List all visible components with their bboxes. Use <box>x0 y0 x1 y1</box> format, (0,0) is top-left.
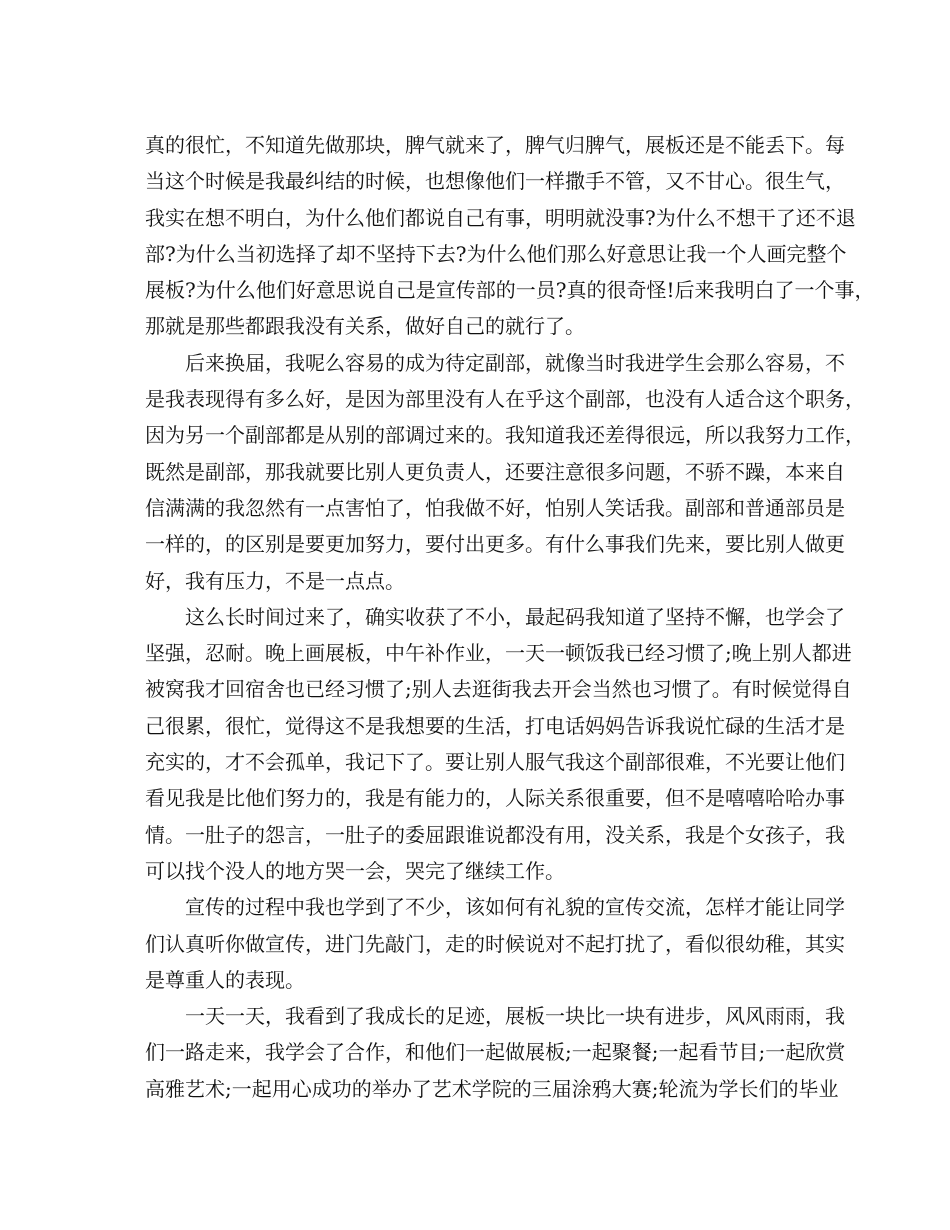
text-line: 展板?为什么他们好意思说自己是宣传部的一员?真的很奇怪!后来我明白了一个事， <box>145 278 875 303</box>
text-line: 看见我是比他们努力的，我是有能力的，人际关系很重要，但不是嘻嘻哈哈办事 <box>145 786 845 811</box>
text-line: 后来换届，我呢么容易的成为待定副部，就像当时我进学生会那么容易，不 <box>185 350 845 375</box>
text-line: 那就是那些都跟我没有关系，做好自己的就行了。 <box>145 314 585 339</box>
paragraph-5 <box>145 998 846 1107</box>
text-line: 信满满的我忽然有一点害怕了，怕我做不好，怕别人笑话我。副部和普通部员是 <box>145 495 845 520</box>
text-line: 是我表现得有多么好，是因为部里没有人在乎这个副部，也没有人适合这个职务， <box>145 387 865 412</box>
text-line: 们认真听你做宣传，进门先敲门，走的时候说对不起打扰了，看似很幼稚，其实 <box>145 931 845 956</box>
text-line: 们一路走来，我学会了合作，和他们一起做展板;一起聚餐;一起看节目;一起欣赏 <box>145 1040 846 1065</box>
text-line: 是尊重人的表现。 <box>145 967 305 992</box>
text-line: 己很累，很忙，觉得这不是我想要的生活，打电话妈妈告诉我说忙碌的生活才是 <box>145 713 845 738</box>
text-line: 部?为什么当初选择了却不坚持下去?为什么他们那么好意思让我一个人画完整个 <box>145 241 847 266</box>
text-line: 可以找个没人的地方哭一会，哭完了继续工作。 <box>145 858 565 883</box>
text-line: 这么长时间过来了，确实收获了不小，最起码我知道了坚持不懈，也学会了 <box>185 604 845 629</box>
text-line: 好，我有压力，不是一点点。 <box>145 568 405 593</box>
text-line: 情。一肚子的怨言，一肚子的委屈跟谁说都没有用，没关系，我是个女孩子，我 <box>145 822 845 847</box>
paragraph-4 <box>145 889 845 998</box>
paragraph-2 <box>145 345 865 599</box>
text-line: 因为另一个副部都是从别的部调过来的。我知道我还差得很远，所以我努力工作， <box>145 423 865 448</box>
text-line: 充实的，才不会孤单，我记下了。要让别人服气我这个副部很难，不光要让他们 <box>145 750 845 775</box>
text-line: 真的很忙，不知道先做那块，脾气就来了，脾气归脾气，展板还是不能丢下。每 <box>145 133 845 157</box>
paragraph-3 <box>145 599 852 889</box>
text-line: 既然是副部，那我就要比别人更负责人，还要注意很多问题，不骄不躁，本来自 <box>145 459 845 484</box>
text-line: 被窝我才回宿舍也已经习惯了;别人去逛街我去开会当然也习惯了。有时候觉得自 <box>145 677 852 702</box>
document-body <box>145 127 875 1107</box>
text-line: 一天一天，我看到了我成长的足迹，展板一块比一块有进步，风风雨雨，我 <box>185 1004 845 1029</box>
text-line: 一样的，的区别是要更加努力，要付出更多。有什么事我们先来，要比别人做更 <box>145 532 845 557</box>
text-line: 当这个时候是我最纠结的时候，也想像他们一样撒手不管，又不甘心。很生气， <box>145 169 845 194</box>
text-line: 我实在想不明白，为什么他们都说自己有事，明明就没事?为什么不想干了还不退 <box>145 205 856 230</box>
text-line: 宣传的过程中我也学到了不少，该如何有礼貌的宣传交流，怎样才能让同学 <box>185 895 845 920</box>
text-line: 高雅艺术;一起用心成功的举办了艺术学院的三届涂鸦大赛;轮流为学长们的毕业 <box>145 1076 839 1101</box>
text-line: 坚强，忍耐。晚上画展板，中午补作业，一天一顿饭我已经习惯了;晚上别人都进 <box>145 641 852 666</box>
paragraph-1 <box>145 127 875 345</box>
